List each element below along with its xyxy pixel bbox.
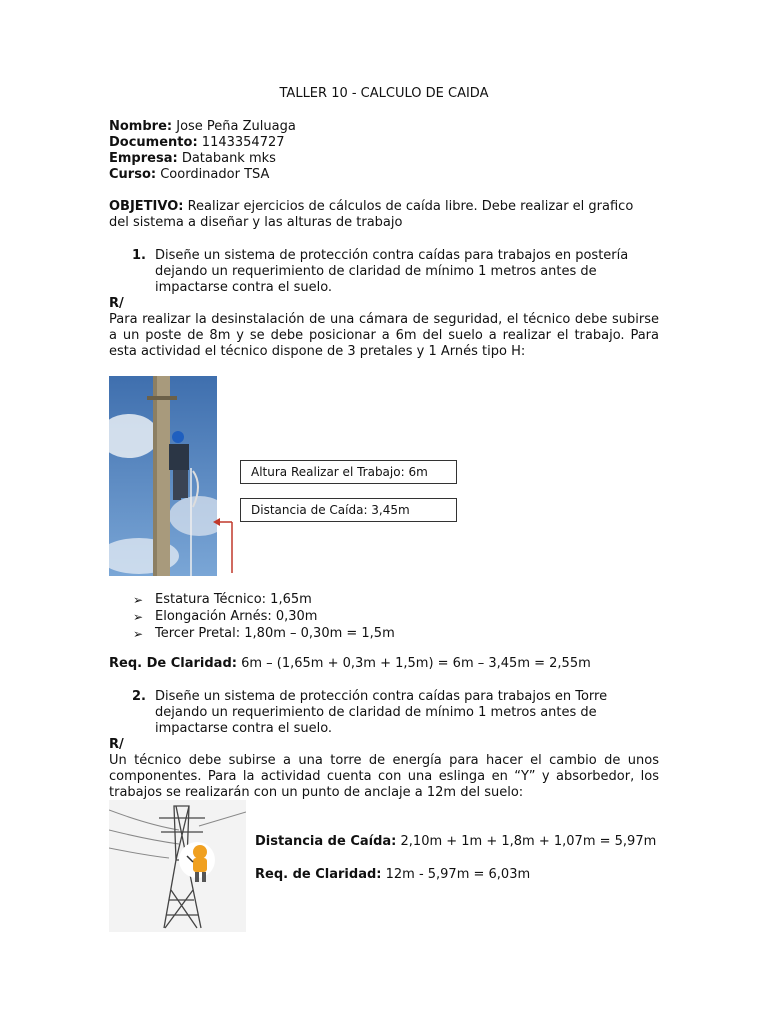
exercise-2-number: 2. [132,689,146,704]
list-item-text: Elongación Arnés: 0,30m [155,608,318,624]
page-title: TALLER 10 - CALCULO DE CAIDA [279,86,489,101]
field-nombre [109,119,296,135]
list-item [133,625,395,642]
fall-distance-value: 2,10m + 1m + 1,8m + 1,07m = 5,97m [396,834,657,849]
exercise-2-prompt: Diseñe un sistema de protección contra caídas para trabajos en Torre dejando un requerimiento de claridad de mínimo 1 metros antes de impactarse contra el suelo. [155,689,608,736]
field-value: Databank mks [181,151,276,166]
measurement-list [133,591,395,642]
objective-label: OBJETIVO: [109,199,184,214]
arrowhead-bullet-icon: ➢ [133,592,144,607]
answer-2-text: Un técnico debe subirse a una torre de energía para hacer el cambio de unos componentes. Para la actividad cuenta con una eslinga en “Y” y absorbedor, los trabajos se realizarán con un punto de anclaje a 12m del suelo: [109,753,659,800]
field-value: 1143354727 [201,135,285,150]
field-value: Coordinador TSA [160,167,270,182]
answer-1-text: Para realizar la desinstalación de una cámara de seguridad, el técnico debe subirse a un poste de 8m y se debe posicionar a 6m del suelo a realizar el trabajo. Para esta actividad el técnico dispone de 3 pretales y 1 Arnés tipo H: [109,312,659,359]
objective-line-1 [109,199,633,215]
work-height-box: Altura Realizar el Trabajo: 6m [240,460,457,484]
fall-distance-arrow [212,515,238,575]
exercise-1-number: 1. [132,248,146,263]
list-item [133,591,395,608]
answer-2-marker: R/ [109,737,124,752]
fall-distance-label: Distancia de Caída: [255,834,397,849]
answer-1-marker: R/ [109,296,124,311]
result-1-value: 6m – (1,65m + 0,3m + 1,5m) = 6m – 3,45m = 2,55m [236,656,591,671]
result-2-clearance [255,867,530,883]
list-item-text: Estatura Técnico: 1,65m [155,591,312,607]
exercise-1-prompt: Diseñe un sistema de protección contra caídas para trabajos en postería dejando un requerimiento de claridad de mínimo 1 metros antes de impactarse contra el suelo. [155,248,629,295]
field-label: Nombre: [109,119,173,134]
objective-line-2: del sistema a diseñar y las alturas de trabajo [109,215,403,230]
field-empresa [109,151,276,167]
field-documento [109,135,285,151]
field-label: Empresa: [109,151,178,166]
arrowhead-bullet-icon: ➢ [133,609,144,624]
clearance-value: 12m - 5,97m = 6,03m [381,867,531,882]
field-value: Jose Peña Zuluaga [176,119,296,134]
field-label: Documento: [109,135,198,150]
pole-worker-photo [109,376,217,576]
tower-worker-illustration [109,800,246,932]
clearance-label: Req. de Claridad: [255,867,382,882]
result-1-label: Req. De Claridad: [109,656,237,671]
list-item-text: Tercer Pretal: 1,80m – 0,30m = 1,5m [155,625,395,641]
list-item [133,608,395,625]
objective-text: Realizar ejercicios de cálculos de caída libre. Debe realizar el grafico [183,199,634,214]
field-label: Curso: [109,167,157,182]
arrowhead-bullet-icon: ➢ [133,626,144,641]
result-1 [109,656,591,672]
fall-distance-box: Distancia de Caída: 3,45m [240,498,457,522]
result-2-fall-distance [255,834,656,850]
field-curso [109,167,269,183]
